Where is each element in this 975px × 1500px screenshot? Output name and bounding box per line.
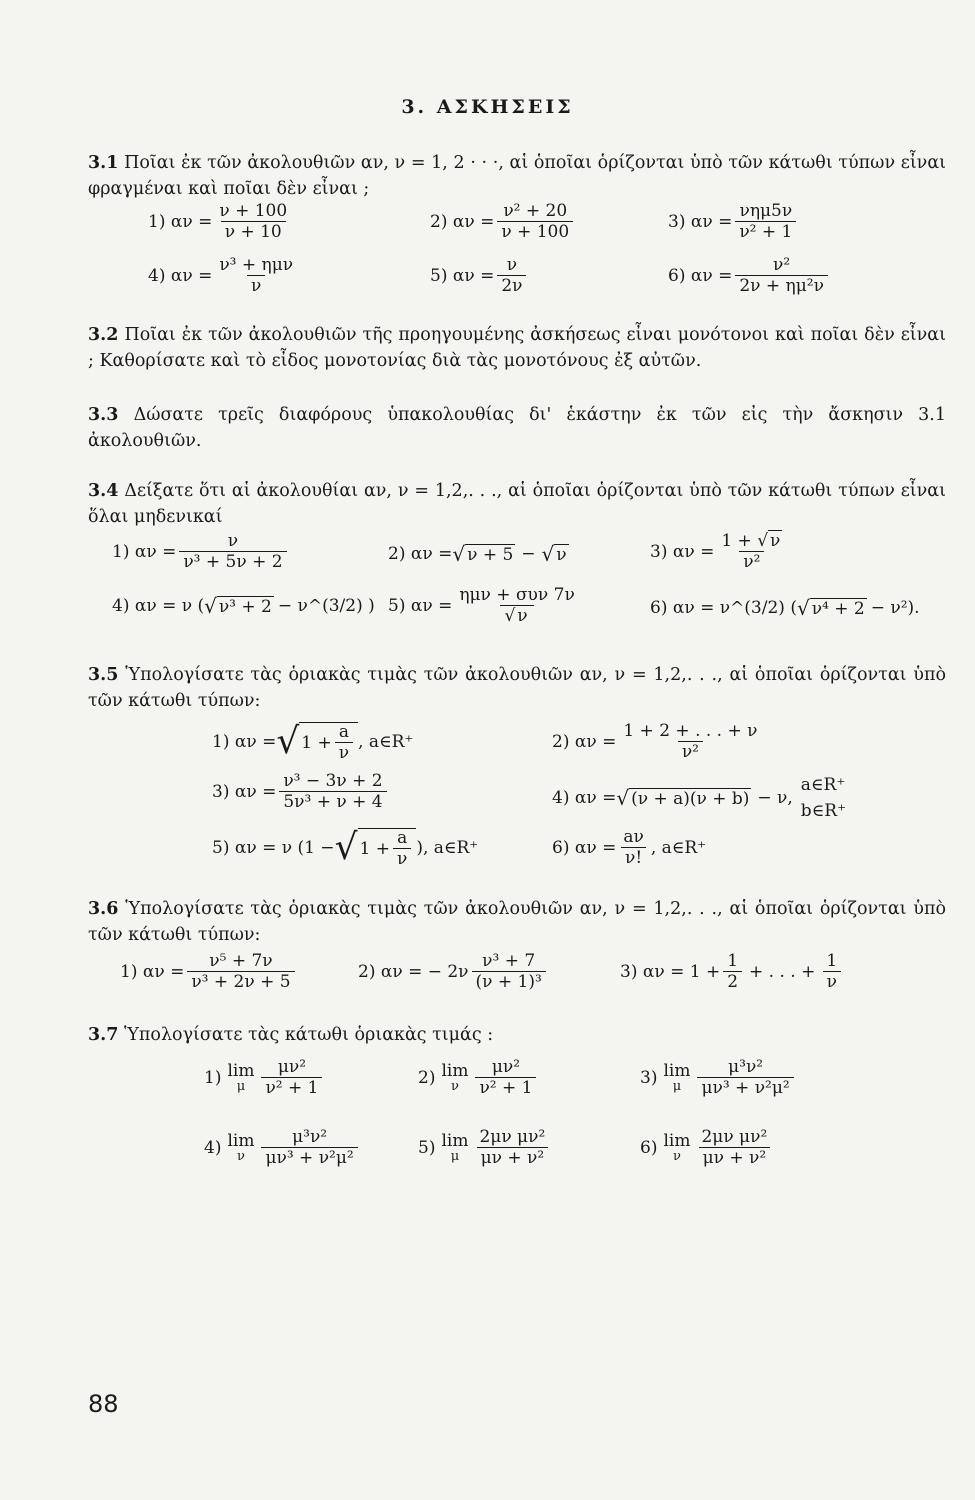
numerator: 1 + 2 + . . . + ν — [623, 721, 758, 741]
formula-prefix: 5) αν = ν (1 − — [212, 838, 335, 858]
formula-prefix: 1) — [204, 1067, 222, 1088]
formula-prefix: 3) — [640, 1067, 658, 1088]
formula-3-6-2 — [358, 952, 549, 991]
formula-prefix: 3) αν = 1 + — [620, 961, 721, 982]
numerator: ημν + συν 7ν — [459, 585, 575, 605]
lim-word: lim — [663, 1060, 691, 1081]
denominator: ν + 100 — [497, 221, 573, 241]
fraction — [215, 256, 297, 295]
formula-3-1-4 — [148, 256, 300, 295]
formula-3-7-2 — [418, 1058, 539, 1097]
denominator: ν² — [739, 551, 764, 571]
lim-variable: ν — [451, 1078, 459, 1094]
numerator: ν² + 20 — [503, 201, 568, 221]
denominator: μν³ + ν²μ² — [261, 1147, 357, 1167]
exercise-3-6-text — [88, 896, 946, 948]
fraction — [723, 952, 742, 991]
exercise-statement: Δώσατε τρεῖς διαφόρους ὑπακολουθίας δι' ἑκάστην ἐκ τῶν εἰς τὴν ἄσκησιν 3.1 ἀκολουθιῶν. — [88, 405, 946, 451]
root-icon: √ — [757, 531, 769, 551]
exercise-statement: Ποῖαι ἐκ τῶν ἀκολουθιῶν αν, ν = 1, 2 · · ·, αἱ ὁποῖαι ὁρίζονται ὑπὸ τῶν κάτωθι τύπων εἶναι φραγμέναι καὶ ποῖαι δὲν εἶναι ; — [88, 153, 946, 199]
exercise-number: 3.5 — [88, 665, 119, 685]
denominator: μν + ν² — [477, 1147, 549, 1167]
fraction — [475, 1128, 549, 1167]
denominator: 2ν + ημ²ν — [735, 275, 828, 295]
page-number: 88 — [88, 1390, 119, 1418]
denominator: ν! — [621, 847, 646, 867]
formula-3-5-2 — [552, 722, 764, 761]
formula-3-5-3 — [212, 772, 390, 811]
numerator: ν³ + 7 — [482, 951, 536, 971]
exercise-number: 3.2 — [88, 325, 119, 345]
limit — [227, 1132, 254, 1164]
formula-tail: − ν²). — [870, 598, 920, 618]
lim-word: lim — [663, 1130, 691, 1151]
operator: − — [521, 544, 536, 564]
limit — [227, 1062, 254, 1094]
exercise-statement: Ποῖαι ἐκ τῶν ἀκολουθιῶν τῆς προηγουμένης ἀσκήσεως εἶναι μονότονοι καὶ ποῖαι δὲν εἶναι ; Καθορίσατε καὶ τὸ εἶδος μονοτονίας διὰ τὰς μονοτόνους ἐξ αὐτῶν. — [88, 325, 946, 371]
numerator: ν — [227, 531, 239, 551]
formula-prefix: 3) αν = — [212, 781, 277, 802]
root-icon: √ — [452, 542, 466, 566]
formula-3-1-2 — [430, 202, 576, 241]
formula-prefix: 2) αν = — [430, 211, 495, 232]
numerator — [717, 532, 786, 551]
fraction — [619, 828, 647, 867]
fraction — [822, 952, 841, 991]
lim-variable: μ — [450, 1148, 460, 1164]
radicand: ν + 5 — [467, 544, 514, 565]
formula-prefix: 2) αν = − 2ν — [358, 961, 469, 982]
formula-prefix: 4) αν = — [552, 788, 617, 808]
fraction — [717, 532, 786, 571]
condition: , a∈R⁺ — [358, 732, 414, 752]
formula-3-4-4 — [112, 594, 375, 618]
numerator: 1 — [727, 951, 739, 971]
limit — [663, 1062, 690, 1094]
formula-3-4-3 — [650, 532, 789, 571]
numerator: 2μν μν² — [479, 1127, 546, 1147]
fraction — [735, 256, 828, 295]
exercise-3-1-text — [88, 150, 946, 202]
fraction — [697, 1058, 793, 1097]
condition-a: a∈R⁺ — [800, 775, 846, 795]
formula-prefix: 5) αν = — [430, 265, 495, 286]
denominator: ν — [823, 971, 841, 991]
numerator: μ³ν² — [728, 1057, 764, 1077]
formula-prefix: 5) αν = — [388, 595, 453, 616]
formula-prefix: 5) — [418, 1137, 436, 1158]
denominator: ν² + 1 — [261, 1077, 322, 1097]
radicand-part: 1 + — [359, 838, 390, 859]
operator: + . . . + — [749, 961, 816, 982]
formula-3-7-6 — [640, 1128, 774, 1167]
exercise-statement: Ὑπολογίσατε τὰς ὁριακὰς τιμὰς τῶν ἀκολουθιῶν αν, ν = 1,2,. . ., αἱ ὁποῖαι ὁρίζονται ὑπὸ τῶν κάτωθι τύπων: — [88, 665, 946, 711]
radicand — [358, 828, 417, 868]
lim-word: lim — [227, 1130, 255, 1151]
fraction — [335, 723, 353, 762]
formula-prefix: 2) αν = — [552, 731, 617, 752]
formula-prefix: 3) αν = — [650, 541, 715, 562]
limit — [663, 1132, 690, 1164]
denominator: ν — [393, 848, 411, 868]
fraction — [261, 1058, 322, 1097]
exercise-number: 3.6 — [88, 899, 119, 919]
formula-3-4-2 — [388, 542, 569, 566]
denominator: ν — [247, 275, 265, 295]
numerator: ν — [506, 255, 518, 275]
fraction — [393, 829, 411, 868]
denominator: ν² + 1 — [475, 1077, 536, 1097]
numerator: ν² — [773, 255, 791, 275]
root-icon: √ — [334, 827, 358, 868]
denominator: ν³ + 5ν + 2 — [179, 551, 286, 571]
formula-3-5-4 — [552, 772, 846, 824]
exercise-statement: Ὑπολογίσατε τὰς κάτωθι ὁριακὰς τιμάς : — [124, 1025, 494, 1045]
numerator: a — [338, 722, 349, 742]
root-icon: √ — [504, 606, 516, 626]
denominator: ν — [335, 742, 353, 762]
exercise-3-4-text — [88, 478, 946, 530]
lim-word: lim — [441, 1130, 469, 1151]
numerator: μν² — [277, 1057, 307, 1077]
formula-prefix: 6) — [640, 1137, 658, 1158]
denominator: 2ν — [497, 275, 526, 295]
formula-3-5-6 — [552, 828, 706, 867]
exercise-statement: Ὑπολογίσατε τὰς ὁριακὰς τιμὰς τῶν ἀκολουθιῶν αν, ν = 1,2,. . ., αἱ ὁποῖαι ὁρίζονται ὑπὸ τῶν κάτωθι τύπων: — [88, 899, 946, 945]
exercise-3-5-text — [88, 662, 946, 714]
numerator: μν² — [491, 1057, 521, 1077]
denominator: (ν + 1)³ — [472, 971, 546, 991]
formula-3-4-6 — [650, 596, 920, 620]
exercise-number: 3.7 — [88, 1025, 119, 1045]
formula-3-5-1 — [212, 722, 413, 762]
lim-variable: μ — [236, 1078, 246, 1094]
fraction — [619, 722, 761, 761]
fraction — [497, 202, 573, 241]
denominator: μν³ + ν²μ² — [697, 1077, 793, 1097]
radicand: (ν + a)(ν + b) — [631, 788, 750, 809]
formula-prefix: 1) αν = — [212, 732, 277, 752]
formula-3-7-3 — [640, 1058, 797, 1097]
exercise-statement: Δείξατε ὅτι αἱ ἀκολουθίαι αν, ν = 1,2,. . ., αἱ ὁποῖαι ὁρίζονται ὑπὸ τῶν κάτωθι τύπων εἶναι ὅλαι μηδενικαί — [88, 481, 946, 527]
formula-3-7-4 — [204, 1128, 361, 1167]
fraction — [475, 1058, 536, 1097]
numerator: ν⁵ + 7ν — [209, 951, 273, 971]
radicand: ν³ + 2 — [218, 596, 272, 617]
denominator: ν + 10 — [221, 221, 286, 241]
fraction — [472, 952, 546, 991]
fraction — [497, 256, 526, 295]
formula-3-1-3 — [668, 202, 799, 241]
lim-word: lim — [441, 1060, 469, 1081]
formula-prefix: 2) — [418, 1067, 436, 1088]
formula-3-6-3 — [620, 952, 844, 991]
formula-3-6-1 — [120, 952, 298, 991]
denominator: ν³ + 2ν + 5 — [187, 971, 294, 991]
formula-3-5-5 — [212, 828, 478, 868]
fraction — [179, 532, 286, 571]
exercise-3-3-text — [88, 402, 946, 454]
numerator: ν³ − 3ν + 2 — [283, 771, 383, 791]
formula-prefix: 6) αν = — [668, 265, 733, 286]
formula-prefix: 4) αν = — [148, 265, 213, 286]
formula-3-4-5 — [388, 586, 582, 625]
radicand: ν⁴ + 2 — [811, 598, 865, 619]
formula-3-1-6 — [668, 256, 831, 295]
formula-prefix: 6) αν = — [552, 837, 617, 858]
limit — [441, 1062, 468, 1094]
exercise-number: 3.1 — [88, 153, 119, 173]
denominator: 5ν³ + ν + 4 — [279, 791, 386, 811]
numerator: ν³ + ημν — [219, 255, 294, 275]
fraction — [261, 1128, 357, 1167]
formula-prefix: 4) — [204, 1137, 222, 1158]
lim-variable: ν — [237, 1148, 245, 1164]
section-title: 3. ΑΣΚΗΣΕΙΣ — [401, 96, 574, 118]
condition: ), a∈R⁺ — [416, 838, 479, 858]
formula-prefix: 1) αν = — [120, 961, 185, 982]
denominator: ν² + 1 — [735, 221, 796, 241]
denominator — [500, 605, 533, 625]
formula-tail: − ν^(3/2) ) — [277, 596, 375, 616]
fraction — [187, 952, 294, 991]
fraction — [215, 202, 291, 241]
conditions — [801, 772, 846, 824]
formula-prefix: 2) αν = — [388, 544, 453, 564]
numerator: 2μν μν² — [701, 1127, 768, 1147]
exercise-number: 3.4 — [88, 481, 119, 501]
exercise-3-7-text — [88, 1022, 946, 1048]
numerator: ν + 100 — [219, 201, 288, 221]
fraction — [735, 202, 796, 241]
lim-word: lim — [227, 1060, 255, 1081]
formula-tail: − ν, — [757, 788, 793, 808]
formula-prefix: 1) αν = — [148, 211, 213, 232]
lim-variable: ν — [673, 1148, 681, 1164]
formula-3-1-1 — [148, 202, 294, 241]
numerator: νημ5ν — [739, 201, 793, 221]
condition-b: b∈R⁺ — [800, 801, 847, 821]
exercise-number: 3.3 — [88, 405, 119, 425]
formula-prefix: 6) αν = ν^(3/2) ( — [650, 598, 797, 618]
root-icon: √ — [796, 596, 810, 620]
radicand — [299, 722, 358, 762]
exercise-3-2-text — [88, 322, 946, 374]
numerator: a — [397, 828, 408, 848]
formula-3-1-5 — [430, 256, 529, 295]
numerator: aν — [623, 827, 644, 847]
radicand-part: 1 + — [301, 732, 332, 753]
fraction — [697, 1128, 771, 1167]
root-icon: √ — [541, 542, 555, 566]
limit — [441, 1132, 468, 1164]
radicand: ν — [770, 531, 781, 551]
denominator: 2 — [723, 971, 742, 991]
formula-3-4-1 — [112, 532, 290, 571]
fraction — [279, 772, 386, 811]
numerator: 1 — [826, 951, 838, 971]
lim-variable: μ — [672, 1078, 682, 1094]
numerator-part: 1 + — [721, 531, 752, 551]
numerator: μ³ν² — [292, 1127, 328, 1147]
formula-prefix: 1) αν = — [112, 541, 177, 562]
radicand: ν — [517, 606, 528, 626]
denominator: μν + ν² — [699, 1147, 771, 1167]
root-icon: √ — [276, 721, 300, 762]
formula-prefix: 4) αν = ν ( — [112, 596, 205, 616]
condition: , a∈R⁺ — [650, 837, 707, 858]
formula-prefix: 3) αν = — [668, 211, 733, 232]
fraction — [455, 586, 578, 625]
formula-3-7-5 — [418, 1128, 552, 1167]
root-icon: √ — [616, 786, 630, 810]
root-icon: √ — [204, 594, 217, 618]
formula-3-7-1 — [204, 1058, 325, 1097]
radicand: ν — [556, 544, 567, 565]
denominator: ν² — [678, 741, 703, 761]
